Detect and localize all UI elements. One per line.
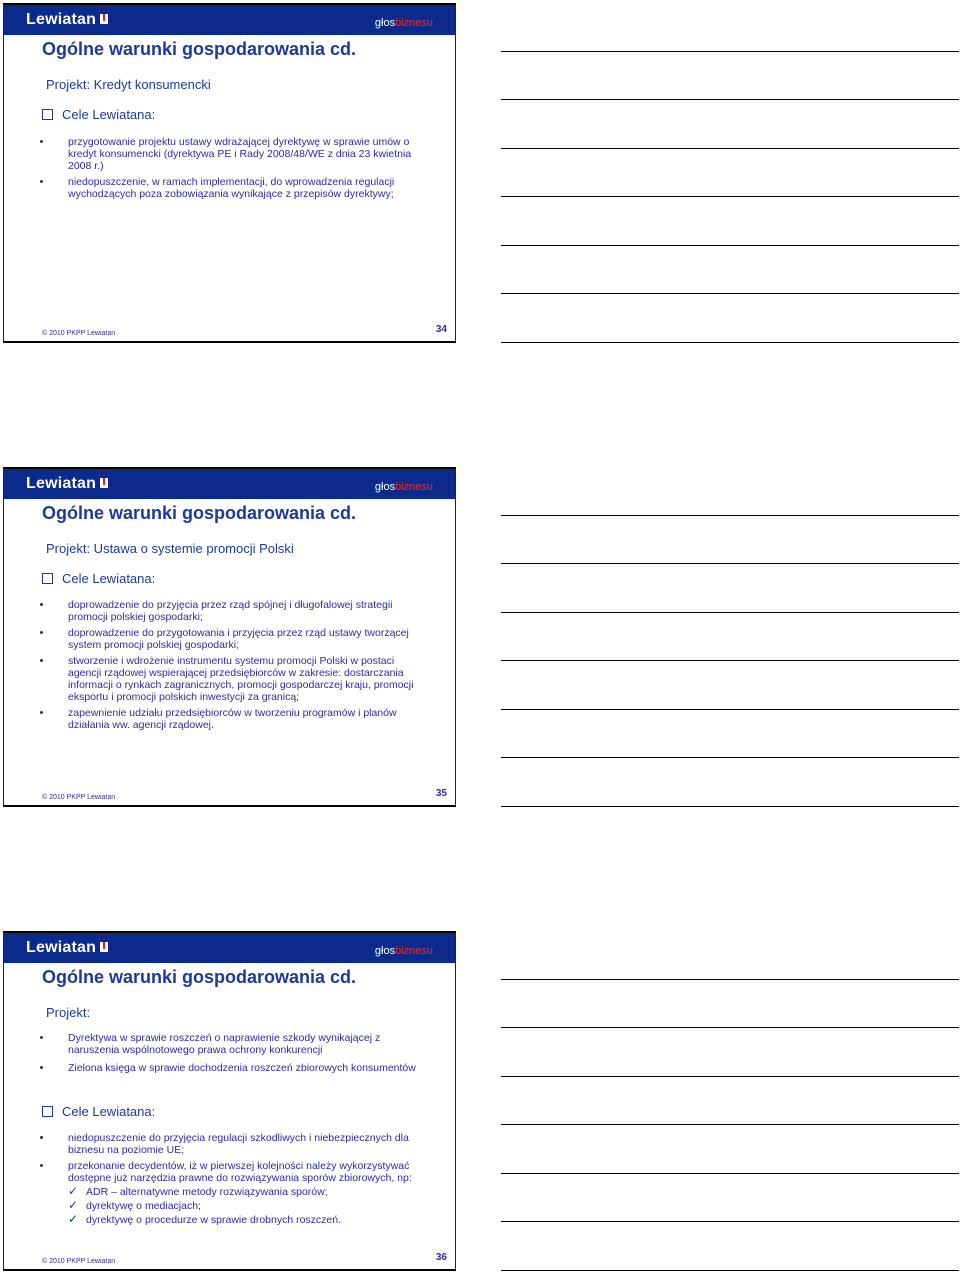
page-number: 35 [435, 788, 447, 799]
note-line [501, 148, 959, 149]
note-line [501, 196, 959, 197]
note-line [501, 563, 959, 564]
lewiatan-logo: Lewiatan [26, 11, 108, 29]
checkbox-bullet-icon [42, 573, 53, 584]
list-item: przekonanie decydentów, iż w pierwszej kolejności należy wykorzystywać dostępne już narzędzia prawne do rozwiązywania sporów zbiorowych, np: ✓ ADR – alternatywne metody rozwiązywania sporów; ✓ dyrektywę o mediacjach; ✓ dyrektywę o procedurze w sprawie drobnych roszczeń. [40, 1160, 420, 1226]
cele-heading: Cele Lewiatana: [42, 571, 155, 586]
slide-title: Ogólne warunki gospodarowania cd. [42, 39, 357, 59]
note-line [501, 1076, 959, 1077]
checkbox-bullet-icon [42, 109, 53, 120]
checkmark-icon: ✓ [68, 1198, 79, 1212]
list-item: ✓ dyrektywę o mediacjach; [68, 1198, 201, 1212]
lewiatan-logo: Lewiatan [26, 475, 108, 493]
project-list [40, 1032, 420, 1078]
page-number: 36 [435, 1252, 447, 1263]
note-line [501, 979, 959, 980]
list-item: przygotowanie projektu ustawy wdrażającej dyrektywę w sprawie umów o kredyt konsumencki (dyrektywa PE i Rady 2008/48/WE z dnia 23 kwietnia 2008 r.) [40, 136, 420, 172]
note-line [501, 515, 959, 516]
slide-35 [3, 467, 456, 807]
list-item: doprowadzenie do przyjęcia przez rząd spójnej i długofalowej strategii promocji polskiej gospodarki; [40, 599, 420, 623]
goals-list [40, 1132, 420, 1230]
page-number: 34 [435, 324, 447, 335]
bullet-icon [40, 140, 43, 143]
slide-title: Ogólne warunki gospodarowania cd. [42, 503, 357, 523]
slide-footer: © 2010 PKPP Lewiatan [42, 330, 116, 337]
glos-biznesu-logo: głosbiznesu [374, 481, 433, 493]
bullet-icon [40, 1066, 43, 1069]
note-line [501, 1027, 959, 1028]
note-line [501, 806, 959, 807]
checkbox-bullet-icon [42, 1106, 53, 1117]
list-item: niedopuszczenie do przyjęcia regulacji szkodliwych i niebezpiecznych dla biznesu na poziomie UE; [40, 1132, 420, 1156]
project-label: Projekt: Kredyt konsumencki [46, 77, 211, 92]
glos-biznesu-logo: głosbiznesu [374, 17, 433, 29]
project-label: Projekt: [46, 1005, 91, 1020]
slide-header-bar [4, 469, 455, 499]
slide-footer: © 2010 PKPP Lewiatan [42, 1258, 116, 1265]
note-line [501, 709, 959, 710]
bullet-icon [40, 603, 43, 606]
slide-title: Ogólne warunki gospodarowania cd. [42, 967, 357, 987]
slide-34 [3, 3, 456, 343]
note-line [501, 1173, 959, 1174]
note-line [501, 99, 959, 100]
slide-header-bar [4, 933, 455, 963]
cele-heading: Cele Lewiatana: [42, 107, 155, 122]
cele-heading: Cele Lewiatana: [42, 1104, 155, 1119]
note-line [501, 1221, 959, 1222]
slide-36 [3, 931, 456, 1271]
list-item: Zielona księga w sprawie dochodzenia roszczeń zbiorowych konsumentów [40, 1062, 420, 1074]
note-line [501, 293, 959, 294]
bullet-icon [40, 711, 43, 714]
logo-mark-icon [100, 478, 108, 488]
note-line [501, 612, 959, 613]
note-line [501, 245, 959, 246]
bullet-icon [40, 1164, 43, 1167]
list-item: Dyrektywa w sprawie roszczeń o naprawienie szkody wynikającej z naruszenia wspólnotowego prawa ochrony konkurencji [40, 1032, 420, 1056]
note-line [501, 757, 959, 758]
sub-list [68, 1186, 420, 1226]
goals-list [40, 599, 420, 735]
bullet-icon [40, 1036, 43, 1039]
project-label: Projekt: Ustawa o systemie promocji Polski [46, 541, 294, 556]
note-line [501, 660, 959, 661]
glos-biznesu-logo: głosbiznesu [374, 945, 433, 957]
goals-list [40, 136, 420, 204]
slide-footer: © 2010 PKPP Lewiatan [42, 794, 116, 801]
lewiatan-logo: Lewiatan [26, 939, 108, 957]
list-item: ✓ dyrektywę o procedurze w sprawie drobnych roszczeń. [68, 1212, 342, 1226]
list-item: stworzenie i wdrożenie instrumentu systemu promocji Polski w postaci agencji rządowej wspierającej przedsiębiorców w zakresie: dostarczania informacji o rynkach zagranicznych, promocji gospodarczej kraju, promocji eksportu i promocji polskich inwestycji za granicą; [40, 655, 420, 703]
list-item: ✓ ADR – alternatywne metody rozwiązywania sporów; [68, 1184, 328, 1198]
checkmark-icon: ✓ [68, 1212, 79, 1226]
bullet-icon [40, 180, 43, 183]
note-line [501, 1270, 959, 1271]
logo-mark-icon [100, 14, 108, 24]
bullet-icon [40, 659, 43, 662]
list-item: niedopuszczenie, w ramach implementacji, do wprowadzenia regulacji wychodzących poza zobowiązania wynikające z przepisów dyrektywy; [40, 176, 420, 200]
note-line [501, 342, 959, 343]
note-line [501, 1124, 959, 1125]
logo-mark-icon [100, 942, 108, 952]
list-item: zapewnienie udziału przedsiębiorców w tworzeniu programów i planów działania ww. agencji rządowej. [40, 707, 420, 731]
checkmark-icon: ✓ [68, 1184, 79, 1198]
bullet-icon [40, 631, 43, 634]
bullet-icon [40, 1136, 43, 1139]
note-line [501, 51, 959, 52]
list-item: doprowadzenie do przygotowania i przyjęcia przez rząd ustawy tworzącej system promocji polskiej gospodarki; [40, 627, 420, 651]
slide-header-bar [4, 5, 455, 35]
